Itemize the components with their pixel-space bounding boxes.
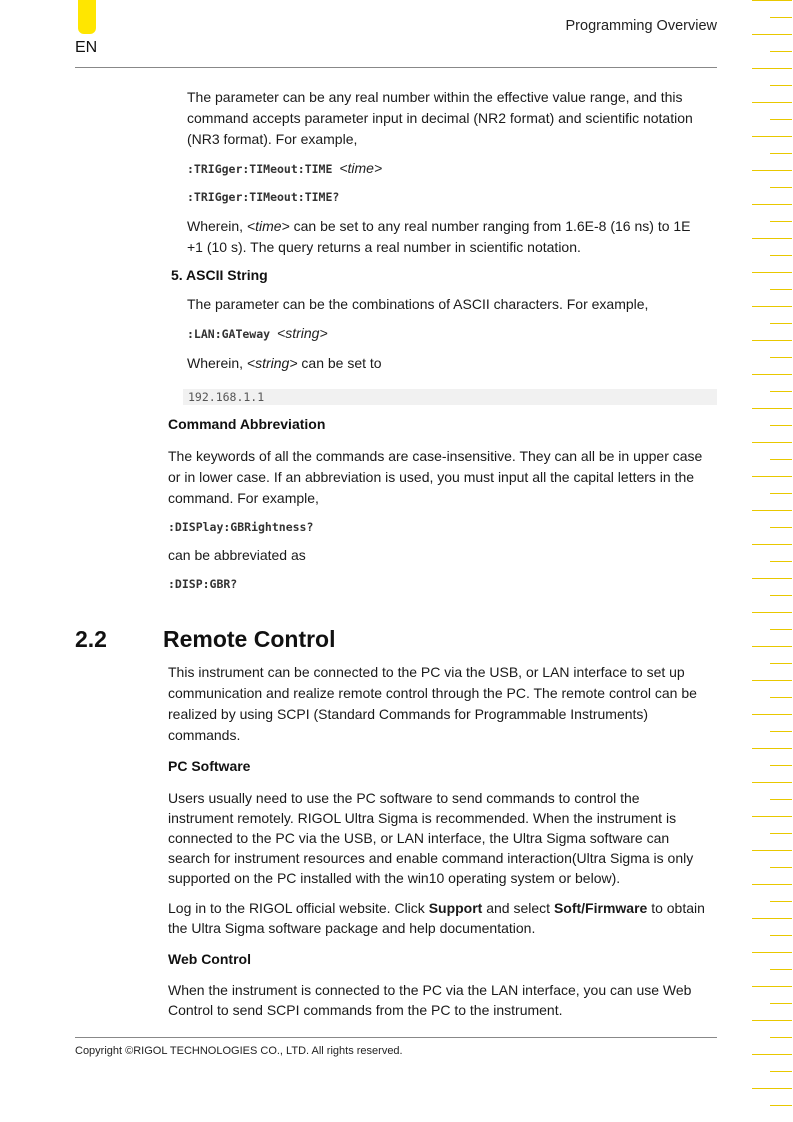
edge-tick — [752, 578, 792, 579]
edge-tick — [752, 918, 792, 919]
edge-tick — [752, 136, 792, 137]
edge-tick — [770, 1003, 792, 1004]
edge-tick — [752, 102, 792, 103]
edge-tick — [770, 697, 792, 698]
edge-tick — [770, 153, 792, 154]
edge-tick — [770, 1071, 792, 1072]
login-line-1 — [168, 898, 705, 919]
ascii-value: 192.168.1.1 — [188, 390, 265, 404]
edge-tick — [770, 493, 792, 494]
edge-tick — [770, 1105, 792, 1106]
edge-tick — [770, 425, 792, 426]
edge-tick — [752, 68, 792, 69]
edge-tick — [770, 765, 792, 766]
edge-tick — [770, 867, 792, 868]
edge-tick — [752, 170, 792, 171]
ascii-wherein-rest: can be set to — [297, 355, 382, 371]
numeric-para-line-3: (NR3 format). For example, — [187, 131, 358, 147]
numeric-wherein-line-2: +1 (10 s). The query returns a real number in scientific notation. — [187, 239, 581, 255]
edge-tick — [770, 187, 792, 188]
ascii-example-arg: <string> — [277, 325, 328, 341]
edge-tick — [770, 17, 792, 18]
section-intro-line-2: communication and realize remote control through the PC. The remote control can be — [168, 685, 697, 701]
language-label: EN — [75, 39, 98, 56]
edge-tick — [770, 799, 792, 800]
edge-tick — [770, 221, 792, 222]
edge-tick — [752, 510, 792, 511]
edge-tick — [752, 408, 792, 409]
running-header-title: Programming Overview — [565, 18, 717, 34]
ascii-value-codeblock — [183, 389, 717, 405]
abbreviation-para-line-3: command. For example, — [168, 490, 319, 506]
wherein-arg: <time> — [246, 218, 290, 234]
abbreviation-middle-text: can be abbreviated as — [168, 547, 306, 563]
edge-tick — [752, 476, 792, 477]
example-command-1 — [187, 160, 382, 177]
edge-tick — [752, 204, 792, 205]
wherein-prefix: Wherein, — [187, 218, 247, 234]
edge-tick — [752, 544, 792, 545]
edge-tick — [770, 289, 792, 290]
ascii-wherein-arg: <string> — [246, 355, 298, 371]
page-edge-ticks — [752, 0, 793, 1122]
web-control-line-1: When the instrument is connected to the PC via the LAN interface, you can use Web — [168, 982, 692, 998]
example-command-1-arg: <time> — [339, 160, 383, 176]
login-prefix: Log in to the RIGOL official website. Click — [168, 900, 429, 916]
edge-tick — [770, 323, 792, 324]
section-intro-line-3: realized by using SCPI (Standard Commands for Programmable Instruments) — [168, 706, 649, 722]
section-title: Remote Control — [163, 626, 336, 652]
numeric-wherein-line-1 — [187, 216, 691, 237]
section-number: 2.2 — [75, 626, 107, 652]
edge-tick — [770, 629, 792, 630]
login-middle: and select — [482, 900, 554, 916]
edge-tick — [752, 680, 792, 681]
ascii-wherein — [187, 353, 382, 374]
pc-software-line-5: supported on the PC installed with the win10 operating system or below). — [168, 870, 621, 886]
edge-tick — [770, 731, 792, 732]
abbreviation-para-line-1: The keywords of all the commands are case-insensitive. They can all be in upper case — [168, 448, 703, 464]
login-line-2: the Ultra Sigma software package and help documentation. — [168, 920, 536, 936]
edge-tick — [770, 969, 792, 970]
edge-tick — [770, 1037, 792, 1038]
pc-software-line-1: Users usually need to use the PC software to send commands to control the — [168, 790, 640, 806]
edge-tick — [752, 306, 792, 307]
edge-tick — [752, 782, 792, 783]
section-intro-line-4: commands. — [168, 727, 241, 743]
numeric-para-line-2: command accepts parameter input in decimal (NR2 format) and scientific notation — [187, 110, 693, 126]
footer-divider — [75, 1037, 717, 1038]
edge-tick — [752, 748, 792, 749]
edge-tick — [752, 612, 792, 613]
ascii-example-command — [187, 325, 328, 342]
edge-tick — [770, 561, 792, 562]
edge-tick — [752, 884, 792, 885]
edge-tick — [752, 1088, 792, 1089]
edge-tick — [770, 663, 792, 664]
language-tab-marker — [78, 0, 96, 34]
edge-tick — [770, 119, 792, 120]
edge-tick — [752, 238, 792, 239]
abbreviation-short-command: :DISP:GBR? — [168, 577, 238, 591]
ascii-wherein-prefix: Wherein, — [187, 355, 247, 371]
edge-tick — [752, 34, 792, 35]
support-link-text: Support — [428, 900, 483, 916]
pc-software-line-4: search for instrument resources and enable command interaction(Ultra Sigma is only — [168, 850, 694, 866]
edge-tick — [752, 816, 792, 817]
edge-tick — [752, 986, 792, 987]
numeric-para-line-1: The parameter can be any real number within the effective value range, and this — [187, 89, 683, 105]
ascii-para: The parameter can be the combinations of ASCII characters. For example, — [187, 296, 649, 312]
edge-tick — [752, 0, 792, 1]
abbreviation-para-line-2: or in lower case. If an abbreviation is used, you must input all the capital letters in the — [168, 469, 695, 485]
edge-tick — [752, 850, 792, 851]
edge-tick — [752, 340, 792, 341]
pc-software-line-2: instrument remotely. RIGOL Ultra Sigma is recommended. When the instrument is — [168, 810, 677, 826]
edge-tick — [770, 527, 792, 528]
pc-software-line-3: connected to the PC via the USB, or LAN interface, the Ultra Sigma software can — [168, 830, 670, 846]
edge-tick — [752, 272, 792, 273]
web-control-heading: Web Control — [168, 951, 251, 967]
edge-tick — [770, 595, 792, 596]
ascii-example-keyword: :LAN:GATeway — [187, 327, 271, 341]
edge-tick — [752, 952, 792, 953]
edge-tick — [770, 85, 792, 86]
soft-firmware-link-text: Soft/Firmware — [553, 900, 648, 916]
abbreviation-heading: Command Abbreviation — [168, 416, 326, 432]
example-command-1-keyword: :TRIGger:TIMeout:TIME — [187, 162, 333, 176]
abbreviation-full-command: :DISPlay:GBRightness? — [168, 520, 314, 534]
edge-tick — [770, 255, 792, 256]
header-divider — [75, 67, 717, 68]
edge-tick — [752, 646, 792, 647]
web-control-line-2: Control to send SCPI commands from the PC to the instrument. — [168, 1002, 563, 1018]
edge-tick — [770, 833, 792, 834]
pc-software-heading: PC Software — [168, 758, 251, 774]
edge-tick — [770, 357, 792, 358]
edge-tick — [752, 714, 792, 715]
edge-tick — [752, 442, 792, 443]
wherein-rest: can be set to any real number ranging from 1.6E-8 (16 ns) to 1E — [289, 218, 691, 234]
ascii-heading: 5. ASCII String — [171, 267, 268, 283]
edge-tick — [770, 459, 792, 460]
example-command-2: :TRIGger:TIMeout:TIME? — [187, 190, 340, 204]
edge-tick — [770, 391, 792, 392]
edge-tick — [752, 374, 792, 375]
edge-tick — [752, 1054, 792, 1055]
footer-copyright: Copyright ©RIGOL TECHNOLOGIES CO., LTD. All rights reserved. — [75, 1045, 403, 1057]
edge-tick — [770, 935, 792, 936]
edge-tick — [770, 901, 792, 902]
edge-tick — [752, 1020, 792, 1021]
section-intro-line-1: This instrument can be connected to the PC via the USB, or LAN interface to set up — [168, 664, 685, 680]
login-post: to obtain — [647, 900, 705, 916]
edge-tick — [770, 51, 792, 52]
